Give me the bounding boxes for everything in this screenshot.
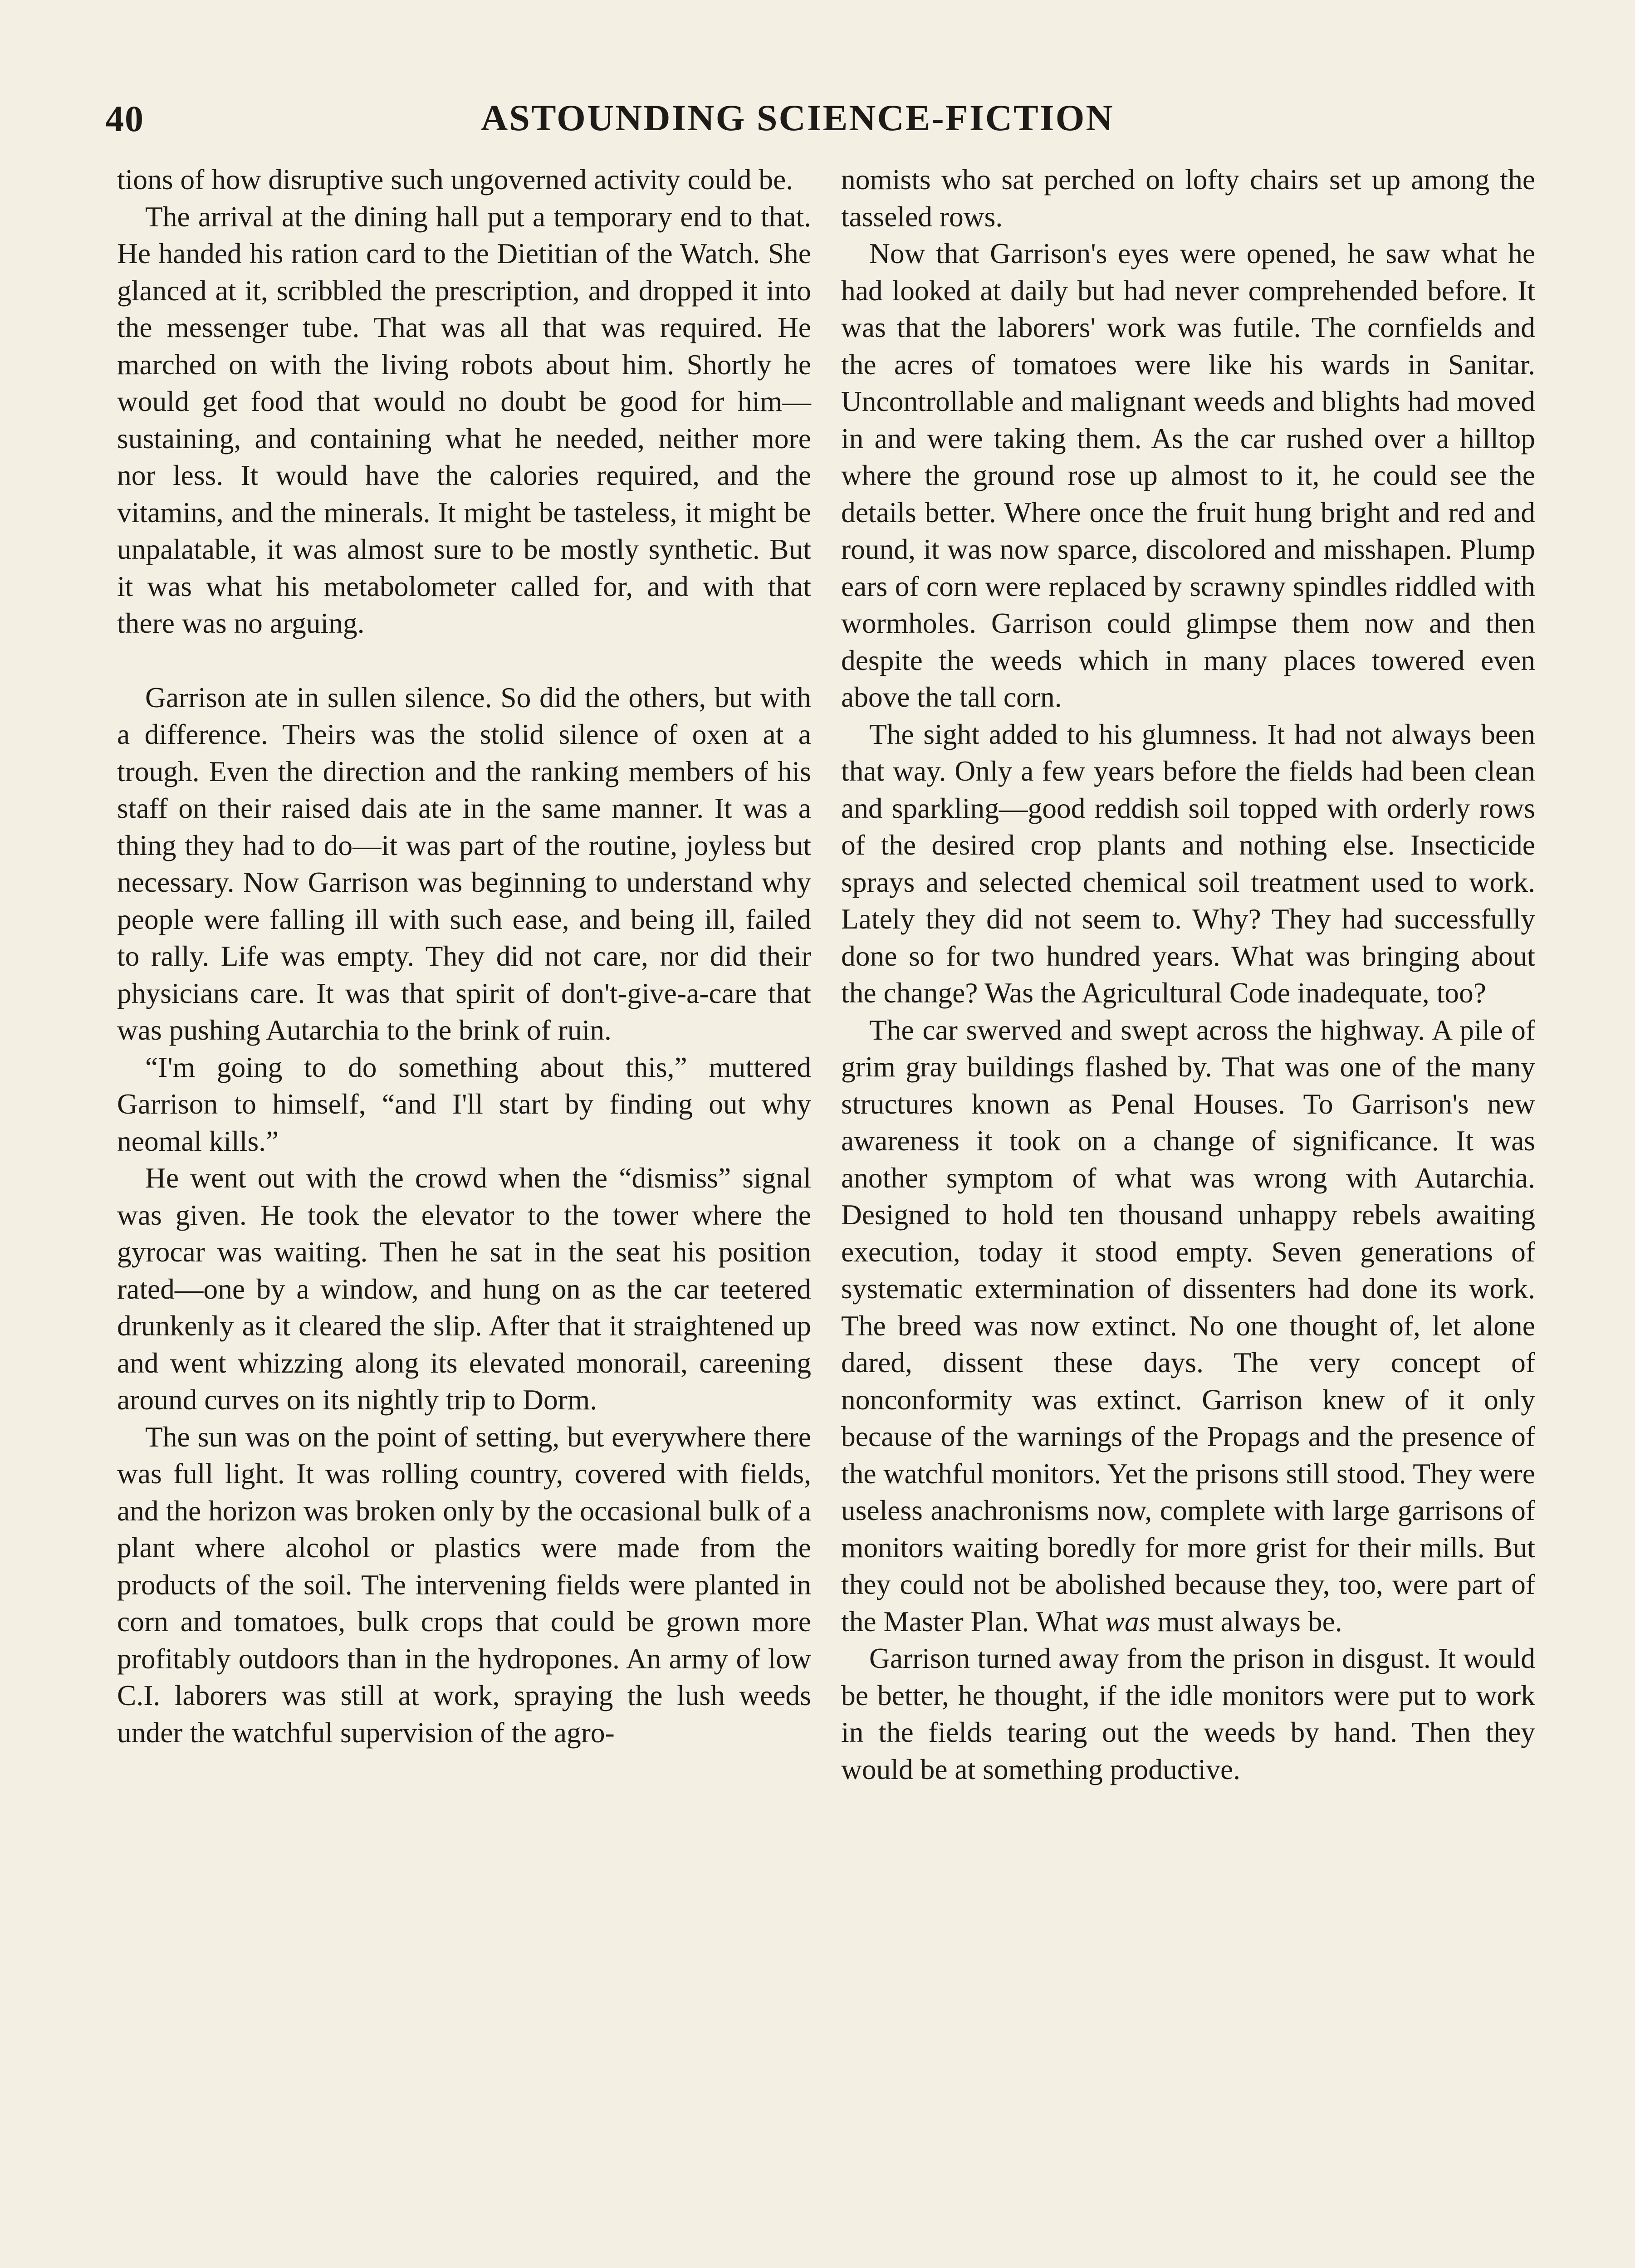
italic-word: was: [1105, 1605, 1150, 1637]
paragraph: The arrival at the dining hall put a temporary end to that. He handed his ration card to the Dietitian of the Watch. She glanced at it, scribbled the prescription, and dropped it into the messenger tube. That was all that was required. He marched on with the living robots about him. Shortly he would get food that would no doubt be good for him—sustaining, and containing what he needed, neither more nor less. It would have the calories required, and the vitamins, and the minerals. It might be tasteless, it might be unpalatable, it was almost sure to be mostly synthetic. But it was what his metabolometer called for, and with that there was no arguing.: [117, 200, 811, 639]
page-number: 40: [105, 98, 144, 139]
running-title: ASTOUNDING SCIENCE-FICTION: [481, 97, 1114, 138]
paragraph: “I'm going to do something about this,” muttered Garrison to himself, “and I'll start by finding out why neomal kills.”: [117, 1051, 811, 1157]
paragraph: The sight added to his glumness. It had not always been that way. Only a few years before the fields had been clean and sparkling—good reddish soil topped with orderly rows of the desired crop plants and nothing else. Insecticide sprays and selected chemical soil treatment used to work. Lately they did not seem to. Why? They had successfully done so for two hundred years. What was bringing about the change? Was the Agricultural Code inadequate, too?: [841, 718, 1535, 1009]
paragraph: nomists who sat perched on lofty chairs set up among the tasseled rows.: [841, 163, 1535, 233]
paragraph: He went out with the crowd when the “dismiss” signal was given. He took the elevator to the tower where the gyrocar was waiting. Then he sat in the seat his position rated—one by a window, and hung on as the car teetered drunkenly as it cleared the slip. After that it straightened up and went whizzing along its elevated monorail, careening around curves on its nightly trip to Dorm.: [117, 1162, 811, 1416]
paragraph: tions of how disruptive such ungoverned activity could be.: [117, 163, 793, 196]
paragraph: Garrison ate in sullen silence. So did the others, but with a difference. Theirs was the stolid silence of oxen at a trough. Even the direction and the ranking members of his staff on their raised dais ate in the same manner. It was a thing they had to do—it was part of the routine, joyless but necessary. Now Garrison was beginning to understand why people were falling ill with such ease, and being ill, failed to rally. Life was empty. They did not care, nor did their physicians care. It was that spirit of don't-give-a-care that was pushing Autarchia to the brink of ruin.: [117, 681, 811, 1046]
paragraph: Now that Garrison's eyes were opened, he saw what he had looked at daily but had never comprehended before. It was that the laborers' work was futile. The cornfields and the acres of tomatoes were like his wards in Sanitar. Uncontrollable and malignant weeds and blights had moved in and were taking them. As the car rushed over a hilltop where the ground rose up almost to it, he could see the details better. Where once the fruit hung bright and red and round, it was now sparce, discolored and misshapen. Plump ears of corn were replaced by scrawny spindles riddled with wormholes. Garrison could glimpse them now and then despite the weeds which in many places towered even above the tall corn.: [841, 237, 1535, 713]
left-column: [117, 161, 811, 1751]
paragraph: Garrison turned away from the prison in disgust. It would be better, he thought, if the idle monitors were put to work in the fields tearing out the weeds by hand. Then they would be at something productive.: [841, 1642, 1535, 1785]
paragraph: The sun was on the point of setting, but everywhere there was full light. It was rolling country, covered with fields, and the horizon was broken only by the occasional bulk of a plant where alcohol or plastics were made from the products of the soil. The intervening fields were planted in corn and tomatoes, bulk crops that could be grown more profitably outdoors than in the hydropones. An army of low C.I. laborers was still at work, spraying the lush weeds under the watchful supervision of the agro-: [117, 1420, 811, 1749]
paragraph: [841, 1012, 1535, 1640]
right-column: [841, 161, 1535, 1788]
paragraph-text: must always be.: [1157, 1605, 1342, 1637]
paragraph-text: The car swerved and swept across the highway. A pile of grim gray buildings flashed by. That was one of the many structures known as Penal Houses. To Garrison's new awareness it took on a change of significance. It was another symptom of what was wrong with Autarchia. Designed to hold ten thousand unhappy rebels awaiting execution, today it stood empty. Seven generations of systematic extermination of dissenters had done its work. The breed was now extinct. No one thought of, let alone dared, dissent these days. The very concept of nonconformity was extinct. Garrison knew of it only because of the warnings of the Propags and the presence of the watchful monitors. Yet the prisons still stood. They were useless anachronisms now, complete with large garrisons of monitors waiting boredly for more grist for their mills. But they could not be abolished because they, too, were part of the Master Plan. What: [841, 1013, 1535, 1637]
